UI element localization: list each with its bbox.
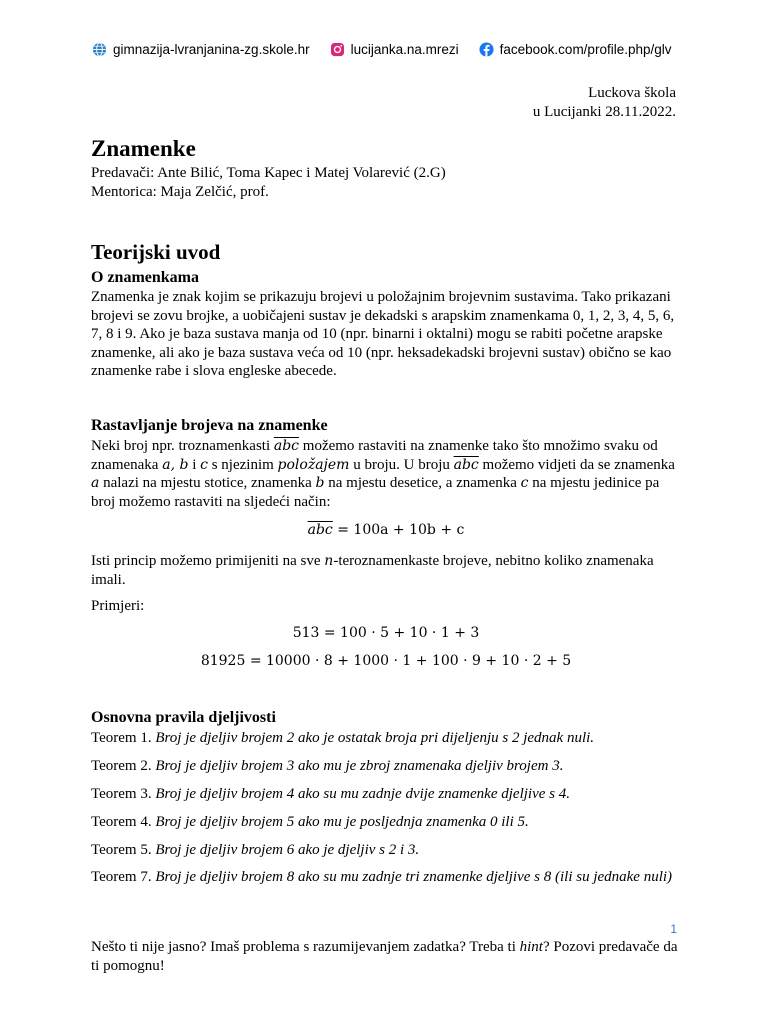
page-number: 1	[670, 922, 677, 936]
paragraph-principle: Isti princip možemo primijeniti na sve n-teroznamenkaste brojeve, nebitno koliko znamenaka imali.	[91, 553, 654, 588]
globe-icon	[92, 42, 107, 57]
theorem-item: Teorem 1. Broj je djeljiv brojem 2 ako je ostatak broja pri dijeljenju s 2 jednak nuli.	[91, 730, 595, 746]
facebook-link[interactable]: facebook.com/profile.php/glv	[499, 42, 672, 57]
theory-heading: Teorijski uvod	[91, 240, 221, 264]
examples-label: Primjeri:	[91, 598, 145, 614]
place: Luckova škola	[588, 85, 676, 101]
theorem-item: Teorem 4. Broj je djeljiv brojem 5 ako mu je posljednja znamenka 0 ili 5.	[91, 814, 529, 830]
paragraph-decomposition: Neki broj npr. troznamenkasti $\overline{abc}$ možemo rastaviti na znamenke tako što množimo svaku od znamenaka a, b i c s njezinim položajem u broju. U broju $\overline{abc}$ možemo vidjeti da se znamenka a nalazi na mjestu stotice, znamenka b na mjestu desetice, a znamenka c na mjestu jedinice pa broj možemo rastaviti na sljedeći način:	[91, 438, 675, 510]
facebook-icon	[479, 42, 494, 57]
instagram-icon	[330, 42, 345, 57]
authors	[91, 164, 446, 202]
header-links	[92, 42, 708, 57]
decomposition-formula: $\overline{abc} = 100a + 10b + c$	[307, 522, 465, 538]
place-date	[533, 84, 676, 122]
footer-note: Nešto ti nije jasno? Imaš problema s razumijevanjem zadatka? Treba ti hint? Pozovi predavače da ti pomognu!	[91, 939, 678, 974]
page-title: Znamenke	[91, 136, 196, 161]
theorem-item: Teorem 5. Broj je djeljiv brojem 6 ako je djeljiv s 2 i 3.	[91, 842, 420, 858]
abc-symbol: $\overline{abc}$	[273, 438, 300, 454]
mentor: Mentorica: Maja Zelčić, prof.	[91, 184, 269, 200]
instagram-link[interactable]: lucijanka.na.mrezi	[350, 42, 459, 57]
theorem-item: Teorem 7. Broj je djeljiv brojem 8 ako su mu zadnje tri znamenke djeljive s 8 (ili su jednake nuli)	[91, 869, 673, 885]
lecturers: Predavači: Ante Bilić, Toma Kapec i Matej Volarević (2.G)	[91, 165, 446, 181]
theorem-item: Teorem 2. Broj je djeljiv brojem 3 ako mu je zbroj znamenaka djeljiv brojem 3.	[91, 758, 564, 774]
website-link[interactable]: gimnazija-lvranjanina-zg.skole.hr	[113, 42, 310, 57]
section-heading-digits: O znamenkama	[91, 269, 199, 286]
section-heading-decomposition: Rastavljanje brojeva na znamenke	[91, 417, 328, 434]
example-1: 513 = 100 · 5 + 10 · 1 + 3	[292, 625, 480, 641]
date: u Lucijanki 28.11.2022.	[532, 104, 676, 120]
example-2: 81925 = 10000 · 8 + 1000 · 1 + 100 · 9 + 10 · 2 + 5	[200, 653, 572, 669]
paragraph-digits: Znamenka je znak kojim se prikazuju brojevi u položajnim brojevnim sustavima. Tako prikazani brojevi se zovu brojke, a uobičajeni sustav je dekadski s arapskim znamenkama 0, 1, 2, 3, 4, 5, 6, 7, 8 i 9. Ako je baza sustava manja od 10 (npr. binarni i oktalni) mogu se rabiti početne arapske znamenke, ali ako je baza sustava veća od 10 (npr. heksadekadski brojevni sustav) obično se kao znamenke rabe i slova engleske abecede.	[91, 289, 675, 379]
theorem-item: Teorem 3. Broj je djeljiv brojem 4 ako su mu zadnje dvije znamenke djeljive s 4.	[91, 786, 570, 802]
section-heading-divisibility: Osnovna pravila djeljivosti	[91, 709, 276, 726]
